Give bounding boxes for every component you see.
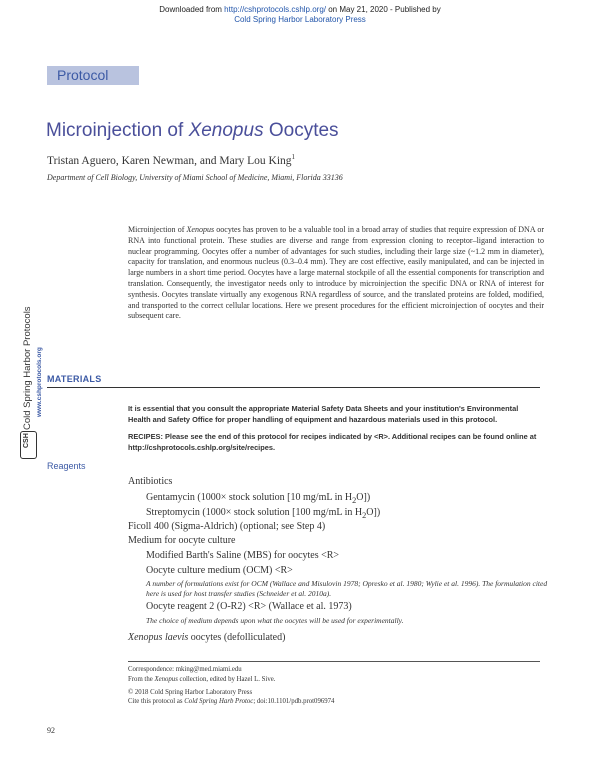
author-footnote-mark: 1: [291, 153, 296, 161]
gentamycin-suffix: O]): [356, 492, 371, 503]
cite-italic: Cold Spring Harb Protoc: [184, 698, 254, 705]
recipes-notice: RECIPES: Please see the end of this protocol for recipes indicated by <R>. Additional recipes can be found online at http://cshprotocols.cshlp.org/site/recipes.: [128, 432, 537, 452]
water-subscript: 2: [362, 511, 367, 520]
authors-text: Tristan Aguero, Karen Newman, and Mary Lou King: [47, 154, 292, 167]
cite-prefix: Cite this protocol as: [128, 698, 185, 705]
csh-logo-icon: [20, 431, 37, 459]
medium-note: The choice of medium depends upon what the oocytes will be used for experimentally.: [146, 616, 404, 625]
download-note-prefix: Downloaded from: [159, 5, 225, 14]
publisher-link[interactable]: Cold Spring Harbor Laboratory Press: [234, 15, 366, 24]
abstract-italic: Xenopus: [186, 225, 215, 234]
abstract-body: oocytes has proven to be a valuable tool in a broad array of studies that require expression of DNA or RNA into functional protein. These studies are diverse and range from expression cloning to receptor–ligand interaction to nuclear programming. Oocytes offer a number of advantages for such studies, including their large size (~1.2 mm in diameter), capacity for translation, and enormous nucleus (0.3–0.4 mm). They are cost effective, easily manipulated, and can be injected in large numbers in a short time period. Oocytes have a large maternal stockpile of all the essential components for transcription and translation. Consequently, the investigator needs only to introduce by microinjection the specific DNA or RNA of interest for synthesis. Oocytes translate virtually any exogenous RNA regardless of source, and the translated proteins are folded, modified, and transported to the correct cellular locations. Here we present procedures for the efficient microinjection of oocytes and their subsequent care.: [128, 225, 544, 321]
author-list: [47, 153, 295, 167]
cite-suffix: ; doi:10.1101/pdb.prot096974: [253, 698, 335, 705]
reagent-antibiotics: Antibiotics: [128, 476, 173, 487]
collection-italic: Xenopus: [154, 676, 178, 683]
xenopus-suffix: oocytes (defolliculated): [188, 632, 286, 643]
reagent-or2: Oocyte reagent 2 (O-R2) <R> (Wallace et al. 1973): [146, 601, 352, 612]
reagent-xenopus-oocytes: [128, 632, 285, 643]
reagent-streptomycin: [146, 507, 380, 520]
title-suffix: Oocytes: [263, 120, 339, 141]
reagent-ficoll: Ficoll 400 (Sigma-Aldrich) (optional; see Step 4): [128, 521, 326, 532]
water-subscript: 2: [352, 496, 357, 505]
collection-suffix: collection, edited by Hazel L. Sive.: [177, 676, 276, 683]
protocol-tag: Protocol: [47, 66, 139, 85]
streptomycin-text: Streptomycin (1000× stock solution [100 mg/mL in H: [146, 507, 363, 518]
download-note: [0, 5, 600, 25]
reagent-gentamycin: [146, 492, 370, 505]
ocm-note: A number of formulations exist for OCM (Wallace and Misulovin 1978; Opresko et al. 1980; Wylie et al. 1996). The formulation cited here is used for host transfer studies (Schneider et al. 2010a).: [146, 579, 548, 598]
collection-prefix: From the: [128, 676, 155, 683]
reagent-mbs: Modified Barth's Saline (MBS) for oocytes <R>: [146, 550, 340, 561]
reagents-heading: Reagents: [47, 461, 86, 471]
citation-line: [128, 698, 334, 706]
abstract-lead: Microinjection of: [128, 225, 187, 234]
footnote-divider: [128, 661, 540, 662]
sidebar-url[interactable]: www.cshprotocols.org: [36, 347, 43, 417]
xenopus-italic: Xenopus laevis: [128, 632, 189, 643]
materials-heading: MATERIALS: [47, 374, 102, 384]
msds-notice: It is essential that you consult the appropriate Material Safety Data Sheets and your institution's Environmental Health and Safety Office for proper handling of equipment and hazardous materials used in this protocol.: [128, 404, 519, 424]
reagent-ocm: Oocyte culture medium (OCM) <R>: [146, 565, 293, 576]
affiliation: Department of Cell Biology, University of Miami School of Medicine, Miami, Florida 33136: [47, 173, 343, 182]
download-source-link[interactable]: http://cshprotocols.cshlp.org/: [224, 5, 326, 14]
gentamycin-text: Gentamycin (1000× stock solution [10 mg/mL in H: [146, 492, 353, 503]
section-divider: [47, 387, 540, 388]
abstract: [128, 225, 544, 322]
title-italic: Xenopus: [188, 120, 264, 141]
correspondence-line: Correspondence: mking@med.miami.edu: [128, 666, 242, 673]
page-number: 92: [47, 726, 55, 735]
reagent-medium: Medium for oocyte culture: [128, 535, 236, 546]
collection-line: [128, 676, 275, 684]
copyright-line: © 2018 Cold Spring Harbor Laboratory Press: [128, 689, 253, 696]
title-prefix: Microinjection of: [46, 120, 189, 141]
sidebar-journal-name: Cold Spring Harbor Protocols: [22, 306, 33, 430]
journal-sidebar: [8, 305, 48, 465]
csh-logo-text: CSH: [23, 433, 30, 448]
streptomycin-suffix: O]): [366, 507, 381, 518]
article-title: [46, 120, 339, 142]
download-note-suffix: on May 21, 2020 - Published by: [326, 5, 441, 14]
